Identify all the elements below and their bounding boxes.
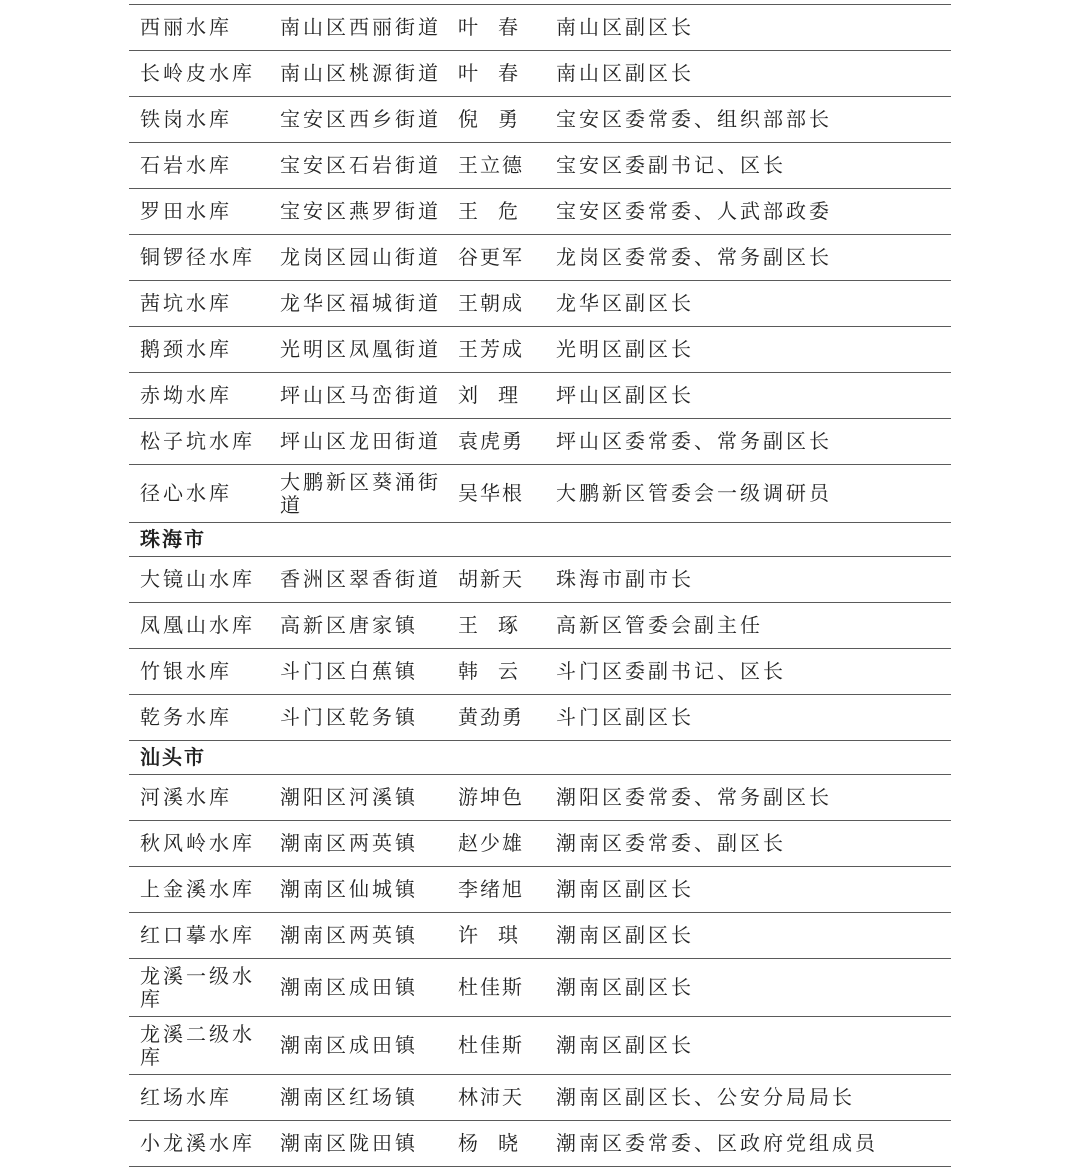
reservoir-name-cell: 龙溪二级水库 xyxy=(129,1017,269,1075)
reservoir-name-cell: 凤凰山水库 xyxy=(129,603,269,649)
location-cell: 龙华区福城街道 xyxy=(269,281,447,327)
reservoir-name-cell: 铁岗水库 xyxy=(129,97,269,143)
responsible-person-cell: 胡新天 xyxy=(447,557,545,603)
table-row xyxy=(129,419,951,465)
position-title-cell: 潮南区副区长 xyxy=(545,867,951,913)
responsible-person-cell: 王 危 xyxy=(447,189,545,235)
reservoir-name-cell: 小龙溪水库 xyxy=(129,1121,269,1167)
position-title-cell: 宝安区委副书记、区长 xyxy=(545,143,951,189)
location-cell: 潮南区成田镇 xyxy=(269,1017,447,1075)
table-row xyxy=(129,557,951,603)
responsible-person-cell: 袁虎勇 xyxy=(447,419,545,465)
reservoir-responsibility-table xyxy=(129,4,951,1167)
table-row xyxy=(129,695,951,741)
position-title-cell: 潮阳区委常委、常务副区长 xyxy=(545,775,951,821)
location-cell: 坪山区马峦街道 xyxy=(269,373,447,419)
responsible-person-cell: 杜佳斯 xyxy=(447,959,545,1017)
responsible-person-cell: 王朝成 xyxy=(447,281,545,327)
reservoir-name-cell: 茜坑水库 xyxy=(129,281,269,327)
reservoir-name-cell: 秋风岭水库 xyxy=(129,821,269,867)
reservoir-name-cell: 红口摹水库 xyxy=(129,913,269,959)
responsible-person-cell: 许 琪 xyxy=(447,913,545,959)
table-row xyxy=(129,51,951,97)
reservoir-name-cell: 松子坑水库 xyxy=(129,419,269,465)
location-cell: 潮南区两英镇 xyxy=(269,913,447,959)
position-title-cell: 宝安区委常委、人武部政委 xyxy=(545,189,951,235)
location-cell: 南山区桃源街道 xyxy=(269,51,447,97)
location-cell: 高新区唐家镇 xyxy=(269,603,447,649)
table-row xyxy=(129,97,951,143)
table-row xyxy=(129,775,951,821)
reservoir-name-cell: 乾务水库 xyxy=(129,695,269,741)
position-title-cell: 南山区副区长 xyxy=(545,51,951,97)
table-row xyxy=(129,235,951,281)
location-cell: 潮南区红场镇 xyxy=(269,1075,447,1121)
responsible-person-cell: 叶 春 xyxy=(447,51,545,97)
table-row xyxy=(129,327,951,373)
position-title-cell: 潮南区副区长、公安分局局长 xyxy=(545,1075,951,1121)
location-cell: 宝安区石岩街道 xyxy=(269,143,447,189)
table-row xyxy=(129,143,951,189)
position-title-cell: 潮南区副区长 xyxy=(545,959,951,1017)
reservoir-name-cell: 竹银水库 xyxy=(129,649,269,695)
position-title-cell: 坪山区委常委、常务副区长 xyxy=(545,419,951,465)
table-row xyxy=(129,913,951,959)
table-row xyxy=(129,959,951,1017)
location-cell: 潮南区仙城镇 xyxy=(269,867,447,913)
reservoir-name-cell: 上金溪水库 xyxy=(129,867,269,913)
responsible-person-cell: 杜佳斯 xyxy=(447,1017,545,1075)
reservoir-name-cell: 石岩水库 xyxy=(129,143,269,189)
city-name: 珠海市 xyxy=(129,523,951,557)
position-title-cell: 潮南区委常委、区政府党组成员 xyxy=(545,1121,951,1167)
reservoir-name-cell: 龙溪一级水库 xyxy=(129,959,269,1017)
location-cell: 潮南区成田镇 xyxy=(269,959,447,1017)
table-row xyxy=(129,465,951,523)
responsible-person-cell: 赵少雄 xyxy=(447,821,545,867)
table-row xyxy=(129,373,951,419)
position-title-cell: 珠海市副市长 xyxy=(545,557,951,603)
responsible-person-cell: 谷更军 xyxy=(447,235,545,281)
reservoir-name-cell: 红场水库 xyxy=(129,1075,269,1121)
responsible-person-cell: 王 琢 xyxy=(447,603,545,649)
position-title-cell: 斗门区委副书记、区长 xyxy=(545,649,951,695)
table-row xyxy=(129,5,951,51)
position-title-cell: 斗门区副区长 xyxy=(545,695,951,741)
responsible-person-cell: 王芳成 xyxy=(447,327,545,373)
location-cell: 斗门区白蕉镇 xyxy=(269,649,447,695)
position-title-cell: 光明区副区长 xyxy=(545,327,951,373)
position-title-cell: 龙岗区委常委、常务副区长 xyxy=(545,235,951,281)
location-cell: 斗门区乾务镇 xyxy=(269,695,447,741)
position-title-cell: 潮南区副区长 xyxy=(545,913,951,959)
responsible-person-cell: 吴华根 xyxy=(447,465,545,523)
position-title-cell: 潮南区副区长 xyxy=(545,1017,951,1075)
reservoir-name-cell: 长岭皮水库 xyxy=(129,51,269,97)
table-body xyxy=(129,5,951,1167)
table-row xyxy=(129,281,951,327)
table-row xyxy=(129,1121,951,1167)
position-title-cell: 坪山区副区长 xyxy=(545,373,951,419)
position-title-cell: 宝安区委常委、组织部部长 xyxy=(545,97,951,143)
responsible-person-cell: 李绪旭 xyxy=(447,867,545,913)
table-row xyxy=(129,189,951,235)
location-cell: 潮南区两英镇 xyxy=(269,821,447,867)
position-title-cell: 大鹏新区管委会一级调研员 xyxy=(545,465,951,523)
table-row xyxy=(129,821,951,867)
location-cell: 宝安区燕罗街道 xyxy=(269,189,447,235)
responsible-person-cell: 林沛天 xyxy=(447,1075,545,1121)
location-cell: 龙岗区园山街道 xyxy=(269,235,447,281)
table-row xyxy=(129,603,951,649)
location-cell: 光明区凤凰街道 xyxy=(269,327,447,373)
position-title-cell: 南山区副区长 xyxy=(545,5,951,51)
reservoir-name-cell: 鹅颈水库 xyxy=(129,327,269,373)
reservoir-name-cell: 罗田水库 xyxy=(129,189,269,235)
reservoir-name-cell: 铜锣径水库 xyxy=(129,235,269,281)
table-row xyxy=(129,1017,951,1075)
position-title-cell: 龙华区副区长 xyxy=(545,281,951,327)
position-title-cell: 高新区管委会副主任 xyxy=(545,603,951,649)
reservoir-name-cell: 河溪水库 xyxy=(129,775,269,821)
reservoir-name-cell: 西丽水库 xyxy=(129,5,269,51)
reservoir-name-cell: 径心水库 xyxy=(129,465,269,523)
responsible-person-cell: 倪 勇 xyxy=(447,97,545,143)
responsible-person-cell: 叶 春 xyxy=(447,5,545,51)
responsible-person-cell: 杨 晓 xyxy=(447,1121,545,1167)
table-row xyxy=(129,1075,951,1121)
responsible-person-cell: 韩 云 xyxy=(447,649,545,695)
position-title-cell: 潮南区委常委、副区长 xyxy=(545,821,951,867)
table-row xyxy=(129,649,951,695)
city-header-row xyxy=(129,741,951,775)
location-cell: 潮南区陇田镇 xyxy=(269,1121,447,1167)
responsible-person-cell: 黄劲勇 xyxy=(447,695,545,741)
location-cell: 潮阳区河溪镇 xyxy=(269,775,447,821)
location-cell: 南山区西丽街道 xyxy=(269,5,447,51)
reservoir-name-cell: 大镜山水库 xyxy=(129,557,269,603)
reservoir-name-cell: 赤坳水库 xyxy=(129,373,269,419)
responsible-person-cell: 王立德 xyxy=(447,143,545,189)
location-cell: 宝安区西乡街道 xyxy=(269,97,447,143)
location-cell: 大鹏新区葵涌街道 xyxy=(269,465,447,523)
city-name: 汕头市 xyxy=(129,741,951,775)
table-row xyxy=(129,867,951,913)
location-cell: 香洲区翠香街道 xyxy=(269,557,447,603)
location-cell: 坪山区龙田街道 xyxy=(269,419,447,465)
responsible-person-cell: 游坤色 xyxy=(447,775,545,821)
responsible-person-cell: 刘 理 xyxy=(447,373,545,419)
city-header-row xyxy=(129,523,951,557)
